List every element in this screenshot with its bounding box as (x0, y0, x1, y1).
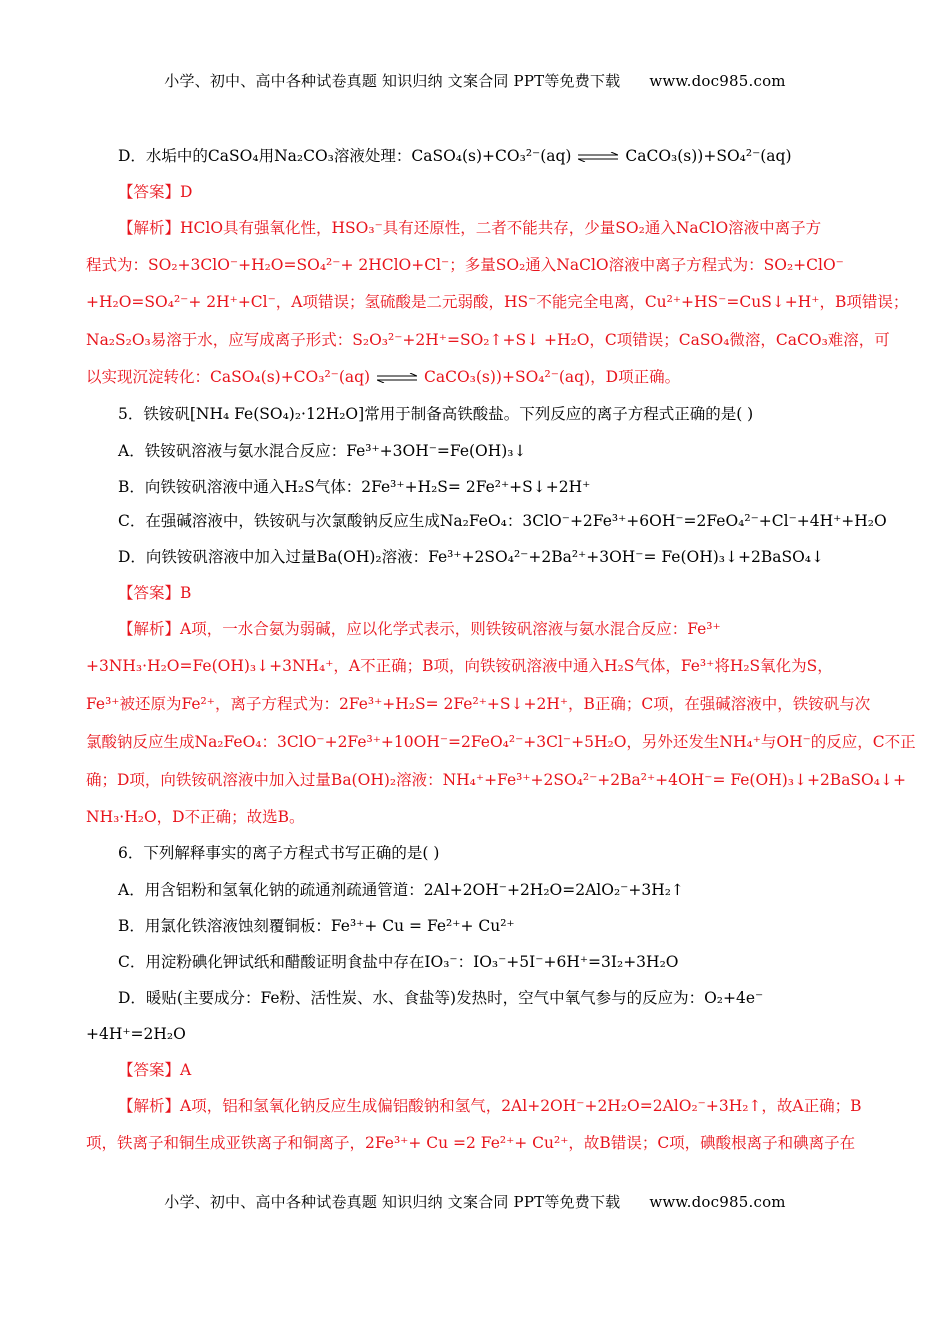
analysis-1-line-2: 程式为：SO₂+3ClO⁻+H₂O=SO₄²⁻+ 2HClO+Cl⁻；多量SO₂通入NaClO溶液中离子方程式为：SO₂+ClO⁻ (86, 256, 844, 274)
option-d-text-b: CaCO₃(s))+SO₄²⁻(aq) (625, 147, 792, 165)
answer-2: 【答案】B (118, 584, 192, 602)
analysis-1-line-5 (86, 366, 866, 388)
equilibrium-arrow-icon (377, 373, 417, 383)
question-5-option-d: D．向铁铵矾溶液中加入过量Ba(OH)₂溶液：Fe³⁺+2SO₄²⁻+2Ba²⁺+3OH⁻= Fe(OH)₃↓+2BaSO₄↓ (118, 548, 825, 566)
analysis-1-line-3: +H₂O=SO₄²⁻+ 2H⁺+Cl⁻，A项错误；氢硫酸是二元弱酸，HS⁻不能完全电离，Cu²⁺+HS⁻=CuS↓+H⁺，B项错误； (86, 293, 909, 311)
question-6-stem: 6．下列解释事实的离子方程式书写正确的是( ) (118, 844, 440, 862)
equilibrium-arrow-icon (578, 152, 618, 162)
question-5-option-c: C．在强碱溶液中，铁铵矾与次氯酸钠反应生成Na₂FeO₄：3ClO⁻+2Fe³⁺+6OH⁻=2FeO₄²⁻+Cl⁻+4H⁺+H₂O (118, 512, 887, 530)
question-6-option-d: D．暖贴(主要成分：Fe粉、活性炭、水、食盐等)发热时，空气中氧气参与的反应为：O₂+4e⁻ (118, 989, 764, 1007)
analysis-1-line-5-a: 以实现沉淀转化：CaSO₄(s)+CO₃²⁻(aq) (86, 368, 371, 386)
analysis-1-line-5-b: CaCO₃(s))+SO₄²⁻(aq)，D项正确。 (423, 368, 681, 386)
analysis-1-line-4: Na₂S₂O₃易溶于水，应写成离子形式：S₂O₃²⁻+2H⁺=SO₂↑+S↓ +H₂O，C项错误；CaSO₄微溶，CaCO₃难溶，可 (86, 331, 890, 349)
page-footer (0, 1191, 950, 1212)
question-6-option-c: C．用淀粉碘化钾试纸和醋酸证明食盐中存在IO₃⁻：IO₃⁻+5I⁻+6H⁺=3I₂+3H₂O (118, 953, 679, 971)
question-5-option-b: B．向铁铵矾溶液中通入H₂S气体：2Fe³⁺+H₂S= 2Fe²⁺+S↓+2H⁺ (118, 478, 591, 496)
analysis-2-line-1: 【解析】A项，一水合氨为弱碱，应以化学式表示，则铁铵矾溶液与氨水混合反应：Fe³⁺ (118, 620, 721, 638)
option-d-text-a: D．水垢中的CaSO₄用Na₂CO₃溶液处理：CaSO₄(s)+CO₃²⁻(aq) (118, 147, 572, 165)
header-text: 小学、初中、高中各种试卷真题 知识归纳 文案合同 PPT等免费下载 (164, 72, 621, 90)
footer-text: 小学、初中、高中各种试卷真题 知识归纳 文案合同 PPT等免费下载 (164, 1193, 621, 1211)
question-6-option-d-cont: +4H⁺=2H₂O (86, 1025, 186, 1043)
option-d-line (118, 145, 898, 167)
analysis-2-line-4: 氯酸钠反应生成Na₂FeO₄：3ClO⁻+2Fe³⁺+10OH⁻=2FeO₄²⁻+3Cl⁻+5H₂O，另外还发生NH₄⁺与OH⁻的反应，C不正 (86, 733, 916, 751)
analysis-1-line-1: 【解析】HClO具有强氧化性，HSO₃⁻具有还原性，二者不能共存，少量SO₂通入NaClO溶液中离子方 (118, 219, 822, 237)
footer-url[interactable]: www.doc985.com (649, 1193, 786, 1211)
page-header (0, 70, 950, 91)
analysis-2-line-3: Fe³⁺被还原为Fe²⁺，离子方程式为：2Fe³⁺+H₂S= 2Fe²⁺+S↓+2H⁺，B正确；C项，在强碱溶液中，铁铵矾与次 (86, 695, 871, 713)
header-url[interactable]: www.doc985.com (649, 72, 786, 90)
analysis-2-line-5: 确；D项，向铁铵矾溶液中加入过量Ba(OH)₂溶液：NH₄⁺+Fe³⁺+2SO₄²⁻+2Ba²⁺+4OH⁻= Fe(OH)₃↓+2BaSO₄↓+ (86, 771, 906, 789)
question-5-option-a: A．铁铵矾溶液与氨水混合反应：Fe³⁺+3OH⁻=Fe(OH)₃↓ (118, 442, 527, 460)
analysis-3-line-2: 项，铁离子和铜生成亚铁离子和铜离子，2Fe³⁺+ Cu =2 Fe²⁺+ Cu²⁺，故B错误；C项，碘酸根离子和碘离子在 (86, 1134, 856, 1152)
question-5-stem: 5．铁铵矾[NH₄ Fe(SO₄)₂·12H₂O]常用于制备高铁酸盐。下列反应的离子方程式正确的是( ) (118, 405, 754, 423)
question-6-option-b: B．用氯化铁溶液蚀刻覆铜板：Fe³⁺+ Cu = Fe²⁺+ Cu²⁺ (118, 917, 515, 935)
question-6-option-a: A．用含铝粉和氢氧化钠的疏通剂疏通管道：2Al+2OH⁻+2H₂O=2AlO₂⁻+3H₂↑ (118, 881, 684, 899)
answer-1: 【答案】D (118, 183, 193, 201)
analysis-3-line-1: 【解析】A项，铝和氢氧化钠反应生成偏铝酸钠和氢气，2Al+2OH⁻+2H₂O=2AlO₂⁻+3H₂↑，故A正确；B (118, 1097, 862, 1115)
analysis-2-line-2: +3NH₃·H₂O=Fe(OH)₃↓+3NH₄⁺，A不正确；B项，向铁铵矾溶液中通入H₂S气体，Fe³⁺将H₂S氧化为S， (86, 657, 833, 675)
analysis-2-line-6: NH₃·H₂O，D不正确；故选B。 (86, 808, 305, 826)
answer-3: 【答案】A (118, 1061, 192, 1079)
